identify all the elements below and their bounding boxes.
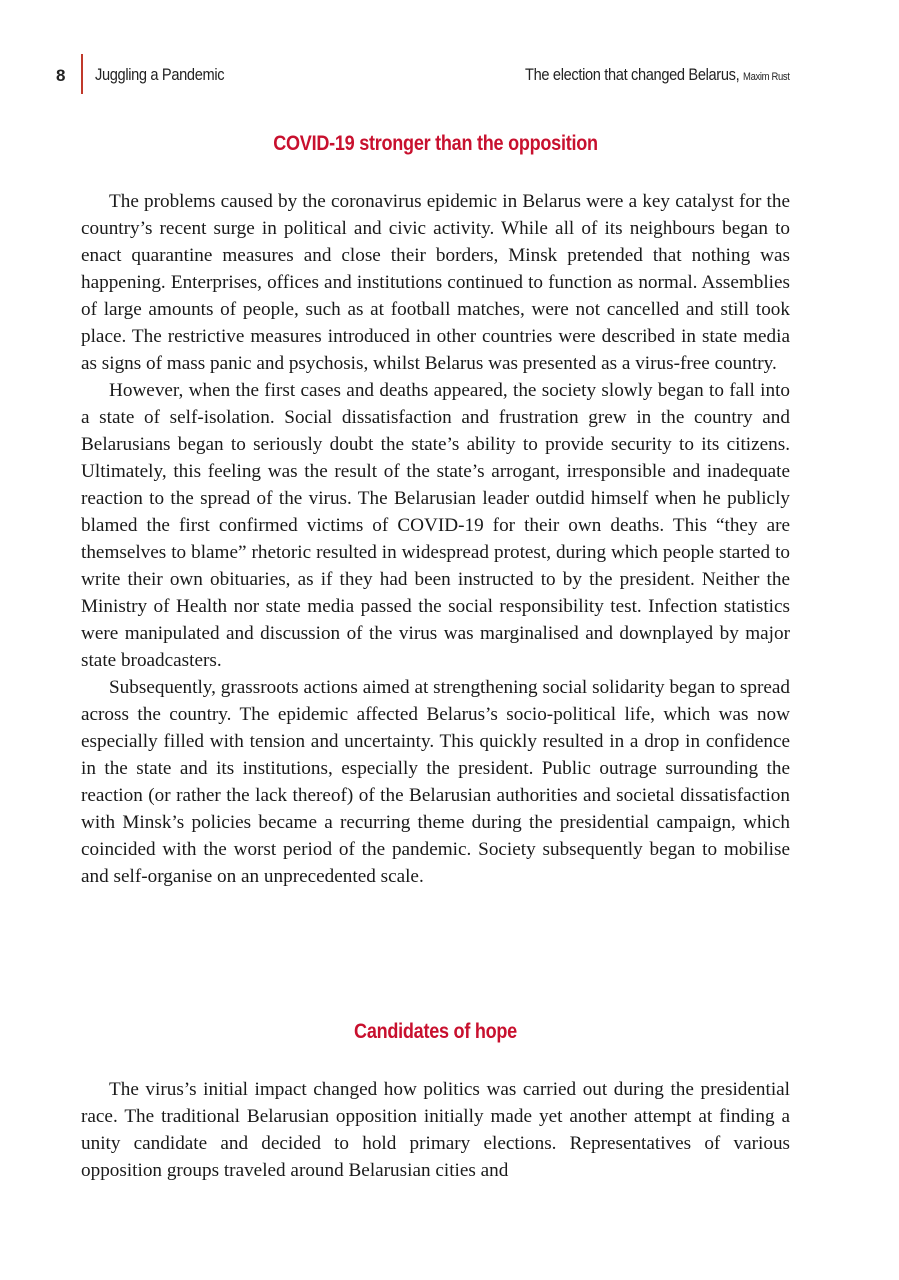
paragraph: Subsequently, grassroots actions aimed at strengthening social solidarity began to spread across the country. The epidemic affected Belarus’s socio-political life, which was now especially filled with tension and uncertainty. This quickly resulted in a drop in confidence in the state and its institutions, especially the president. Public outrage surrounding the reaction (or rather the lack thereof) of the Belarusian authorities and societal dissatisfaction with Minsk’s policies became a recurring theme during the presidential campaign, which coincided with the worst period of the pandemic. Society subsequently began to mobilise and self-organise on an unprecedented scale. bbox=[81, 677, 790, 887]
section-covid-body bbox=[81, 188, 790, 890]
paragraph: However, when the first cases and deaths appeared, the society slowly began to fall into a state of self-isolation. Social dissatisfaction and frustration grew in the country and Belarusians began to seriously doubt the state’s ability to provide security to its citizens. Ultimately, this feeling was the result of the state’s arrogant, irresponsible and inadequate reaction to the spread of the virus. The Belarusian leader outdid himself when he publicly blamed the first confirmed victims of COVID-19 for their own deaths. This “they are themselves to blame” rhetoric resulted in widespread protest, during which people started to write their own obituaries, as if they had been instructed to by the president. Neither the Ministry of Health nor state media passed the social responsibility test. Infection statistics were manipulated and discussion of the virus was marginalised and downplayed by major state broadcasters. bbox=[81, 380, 790, 671]
running-header bbox=[0, 52, 899, 96]
section-candidates bbox=[81, 1020, 790, 1044]
author-name: Maxim Rust bbox=[743, 71, 790, 83]
section-heading: COVID-19 stronger than the opposition bbox=[273, 132, 598, 155]
section-candidates-body bbox=[81, 1076, 790, 1184]
section-covid bbox=[81, 132, 790, 156]
article-title bbox=[526, 65, 790, 85]
paragraph: The problems caused by the coronavirus epidemic in Belarus were a key catalyst for the country’s recent surge in political and civic activity. While all of its neighbours began to enact quarantine measures and close their borders, Minsk pretended that nothing was happening. Enterprises, offices and institutions continued to function as normal. Assemblies of large amounts of people, such as at football matches, were not cancelled and still took place. The restrictive measures introduced in other countries were described in state media as signs of mass panic and psychosis, whilst Belarus was presented as a virus-free country. bbox=[81, 191, 790, 374]
section-heading: Candidates of hope bbox=[354, 1020, 517, 1043]
page-number: 8 bbox=[56, 66, 66, 85]
paragraph: The virus’s initial impact changed how politics was carried out during the presidential race. The traditional Belarusian opposition initially made yet another attempt at finding a unity candidate and decided to hold primary elections. Representatives of various opposition groups traveled around Belarusian cities and bbox=[81, 1079, 790, 1181]
book-title: Juggling a Pandemic bbox=[95, 65, 225, 84]
article-title-text: The election that changed Belarus, bbox=[525, 65, 740, 84]
header-divider bbox=[81, 54, 83, 94]
